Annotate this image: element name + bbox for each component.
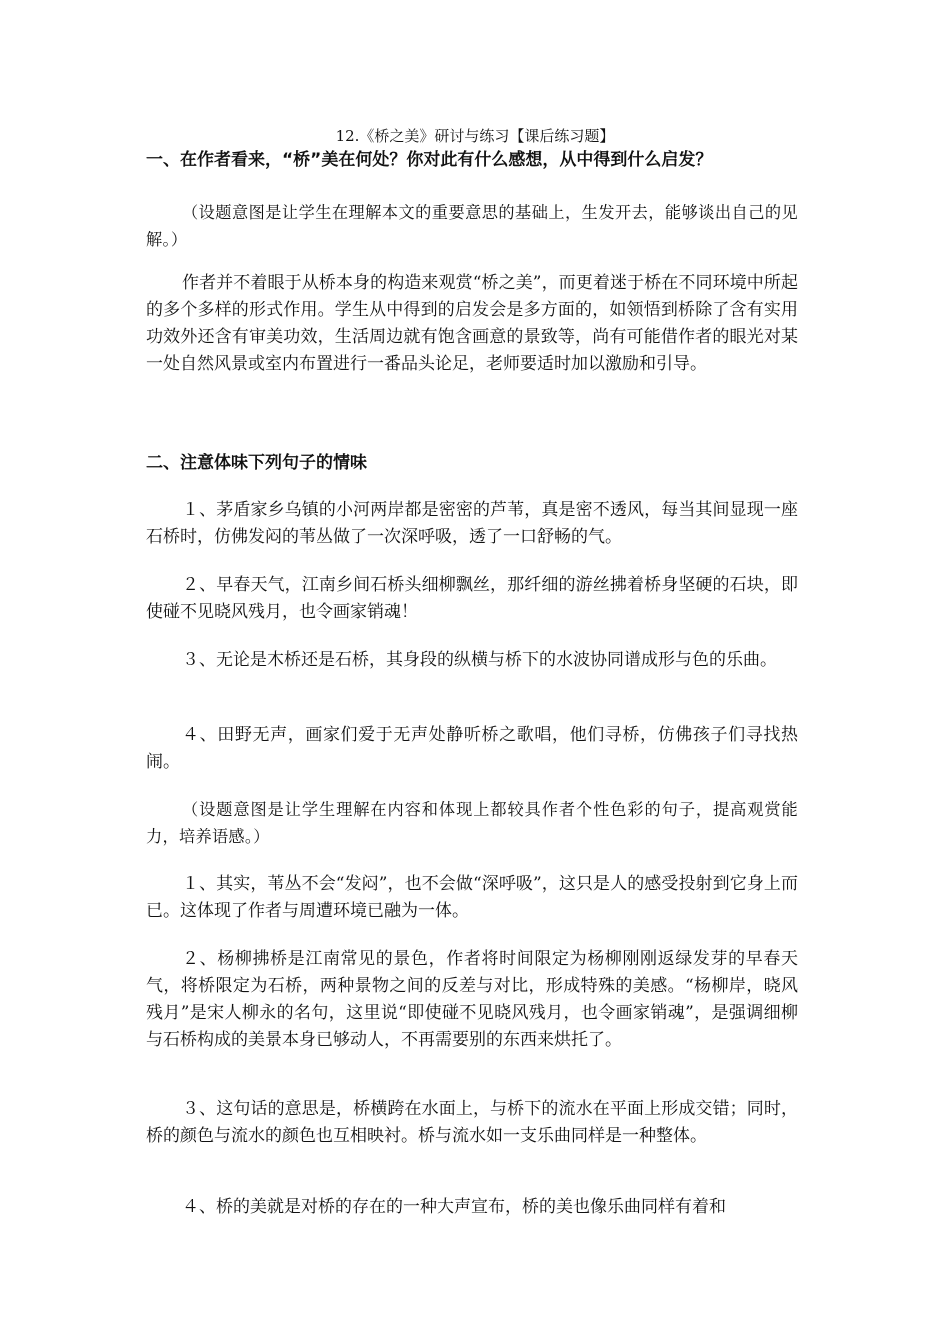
question-2-heading: 二、注意体味下列句子的情味 <box>146 453 367 473</box>
sentence-2: ２、早春天气，江南乡间石桥头细柳飘丝，那纤细的游丝拂着桥身坚硬的石块，即使碰不见晓风残月，也令画家销魂！ <box>146 575 798 622</box>
question-1-answer: 作者并不着眼于从桥本身的构造来观赏“桥之美”，而更着迷于桥在不同环境中所起的多个多样的形式作用。学生从中得到的启发会是多方面的，如领悟到桥除了含有实用功效外还含有审美功效，生活周边就有饱含画意的景致等，尚有可能借作者的眼光对某一处自然风景或室内布置进行一番品头论足，老师要适时加以激励和引导。 <box>146 273 798 374</box>
document-title: 12.《桥之美》研讨与练习【课后练习题】 <box>335 127 615 145</box>
answer-3: ３、这句话的意思是，桥横跨在水面上，与桥下的流水在平面上形成交错；同时，桥的颜色与流水的颜色也互相映衬。桥与流水如一支乐曲同样是一种整体。 <box>146 1099 798 1146</box>
question-1-heading: 一、在作者看来，“桥”美在何处？你对此有什么感想，从中得到什么启发？ <box>146 150 713 170</box>
answer-1: １、其实，苇丛不会“发闷”，也不会做“深呼吸”，这只是人的感受投射到它身上而已。这体现了作者与周遭环境已融为一体。 <box>146 874 798 921</box>
sentence-1: １、茅盾家乡乌镇的小河两岸都是密密的芦苇，真是密不透风，每当其间显现一座石桥时，仿佛发闷的苇丛做了一次深呼吸，透了一口舒畅的气。 <box>146 500 798 547</box>
sentence-4: ４、田野无声，画家们爱于无声处静听桥之歌唱，他们寻桥，仿佛孩子们寻找热闹。 <box>146 725 798 772</box>
answer-2: ２、杨柳拂桥是江南常见的景色，作者将时间限定为杨柳刚刚返绿发芽的早春天气，将桥限定为石桥，两种景物之间的反差与对比，形成特殊的美感。“杨柳岸，晓风残月”是宋人柳永的名句，这里说“即使碰不见晓风残月，也令画家销魂”，是强调细柳与石桥构成的美景本身已够动人，不再需要别的东西来烘托了。 <box>146 949 798 1050</box>
question-2-design-note: （设题意图是让学生理解在内容和体现上都较具作者个性色彩的句子，提高观赏能力，培养语感。） <box>146 800 798 846</box>
answer-4: ４、桥的美就是对桥的存在的一种大声宣布，桥的美也像乐曲同样有着和 <box>182 1197 726 1217</box>
sentence-3: ３、无论是木桥还是石桥，其身段的纵横与桥下的水波协同谱成形与色的乐曲。 <box>182 650 777 670</box>
question-1-design-note: （设题意图是让学生在理解本文的重要意思的基础上，生发开去，能够谈出自己的见解。） <box>146 203 798 249</box>
